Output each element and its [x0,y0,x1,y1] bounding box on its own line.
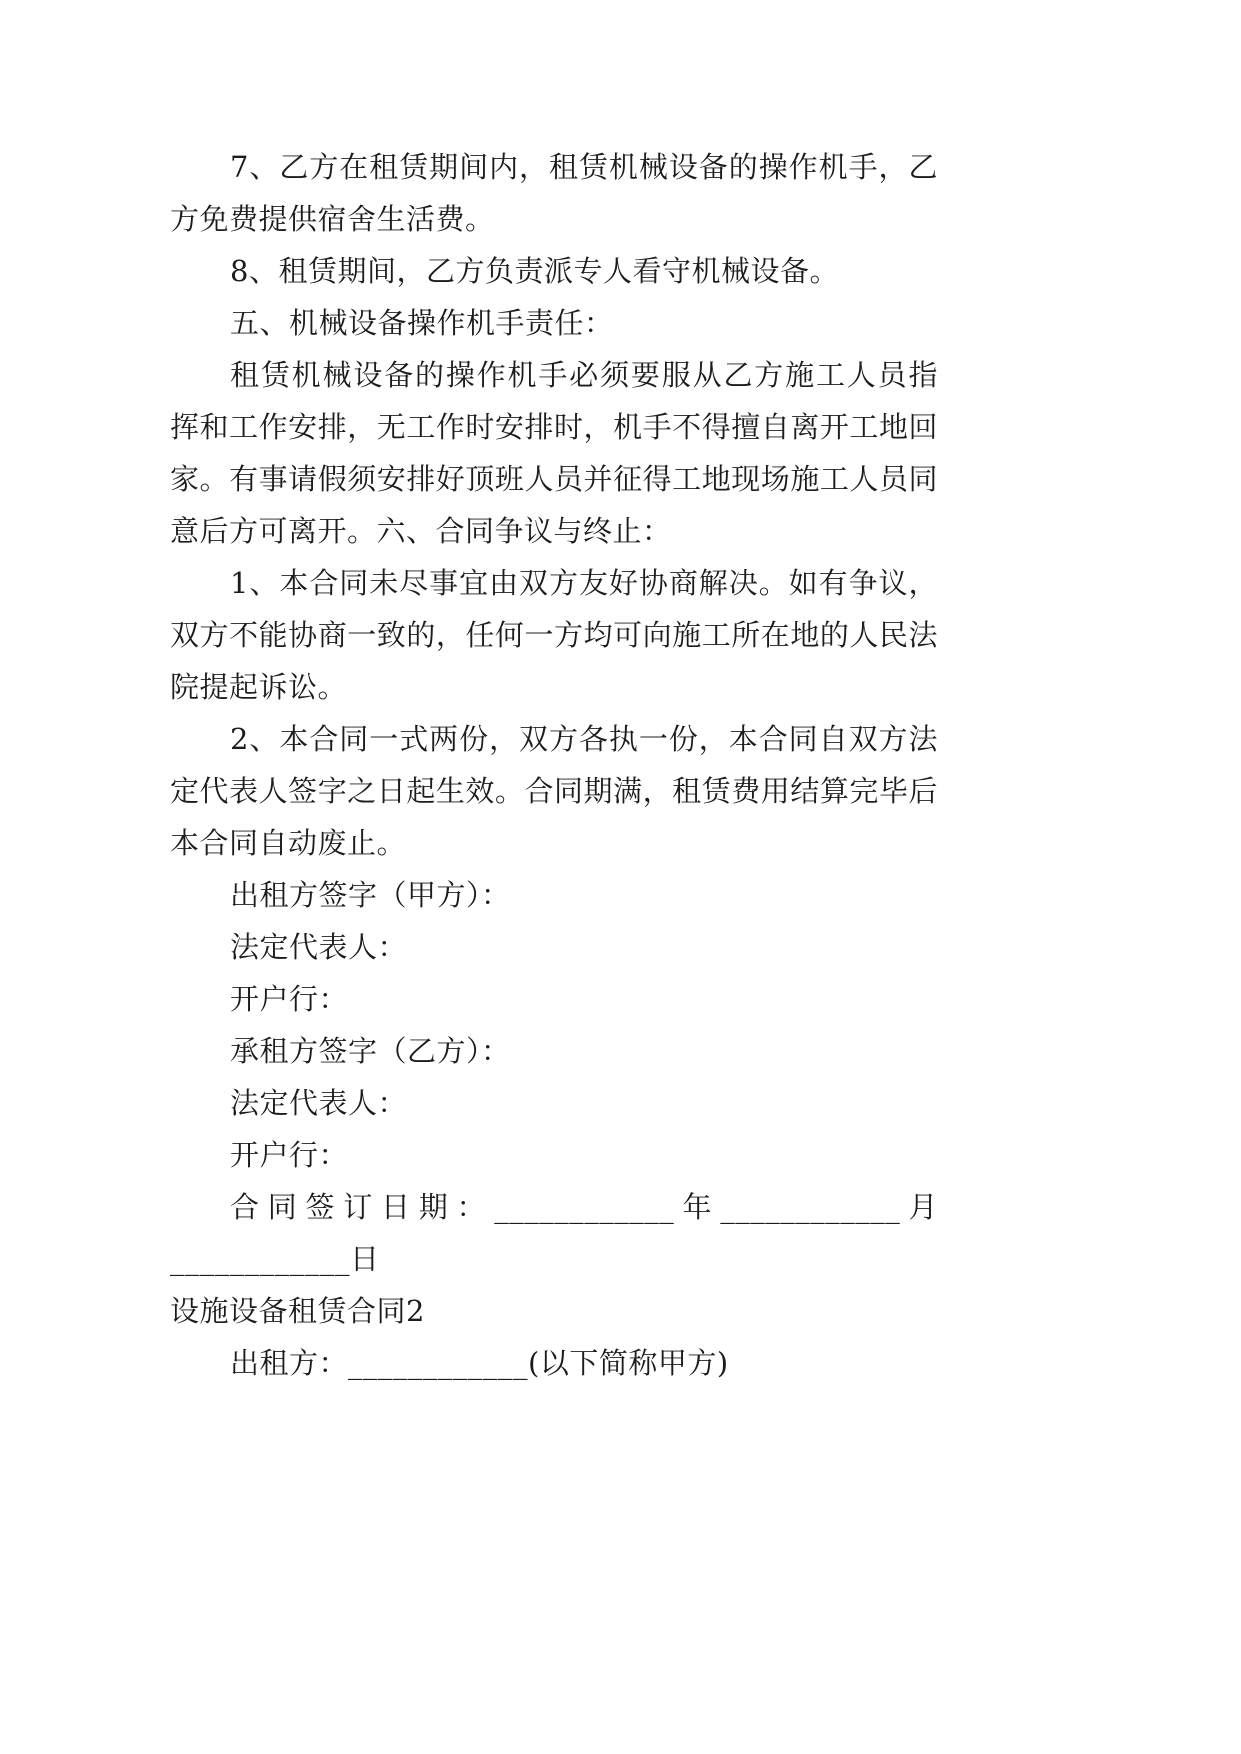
lessor-signature-label: 出租方签字（甲方）： [230,878,511,912]
signature-block [170,869,938,1181]
contract-2-lessor-line: 出租方：____________(以下简称甲方) [230,1346,729,1380]
text-line: 定代表人签字之日起生效。合同期满，租赁费用结算完毕后 [170,774,938,808]
lessee-legal-representative-label: 法定代表人： [230,1086,408,1120]
text-line: 7、乙方在租赁期间内，租赁机械设备的操作机手，乙 [230,150,938,184]
text-line: 意后方可离开。六、合同争议与终止： [170,514,672,548]
lessor-bank-label: 开户行： [230,982,349,1016]
text-line: 方免费提供宿舍生活费。 [170,202,495,236]
text-line: 挥和工作安排，无工作时安排时，机手不得擅自离开工地回 [170,410,938,444]
section-heading: 五、机械设备操作机手责任： [230,306,614,340]
text-line: 1、本合同未尽事宜由双方友好协商解决。如有争议， [230,566,938,600]
text-line: 家。有事请假须安排好顶班人员并征得工地现场施工人员同 [170,462,938,496]
document-body [170,141,938,1389]
paragraph-clause-8 [170,245,938,297]
signing-date-line: 合同签订日期：____________年____________月 [230,1190,938,1224]
section-5-heading [170,297,938,349]
paragraph-clause-7 [170,141,938,245]
paragraph-operator-responsibility [170,349,938,557]
lessee-bank-label: 开户行： [230,1138,349,1172]
signing-date-line: ____________日 [170,1242,380,1276]
paragraph-dispute-clause-1 [170,557,938,713]
paragraph-dispute-clause-2 [170,713,938,869]
lessee-signature-label: 承租方签字（乙方）： [230,1034,511,1068]
text-line: 院提起诉讼。 [170,670,348,704]
text-line: 2、本合同一式两份，双方各执一份，本合同自双方法 [230,722,938,756]
text-line: 8、租赁期间，乙方负责派专人看守机械设备。 [230,254,839,288]
signing-date [170,1181,938,1285]
lessor-legal-representative-label: 法定代表人： [230,930,408,964]
contract-2-header [170,1285,938,1389]
text-line: 租赁机械设备的操作机手必须要服从乙方施工人员指 [230,358,938,392]
text-line: 本合同自动废止。 [170,826,407,860]
contract-2-title: 设施设备租赁合同2 [170,1294,425,1328]
text-line: 双方不能协商一致的，任何一方均可向施工所在地的人民法 [170,618,938,652]
